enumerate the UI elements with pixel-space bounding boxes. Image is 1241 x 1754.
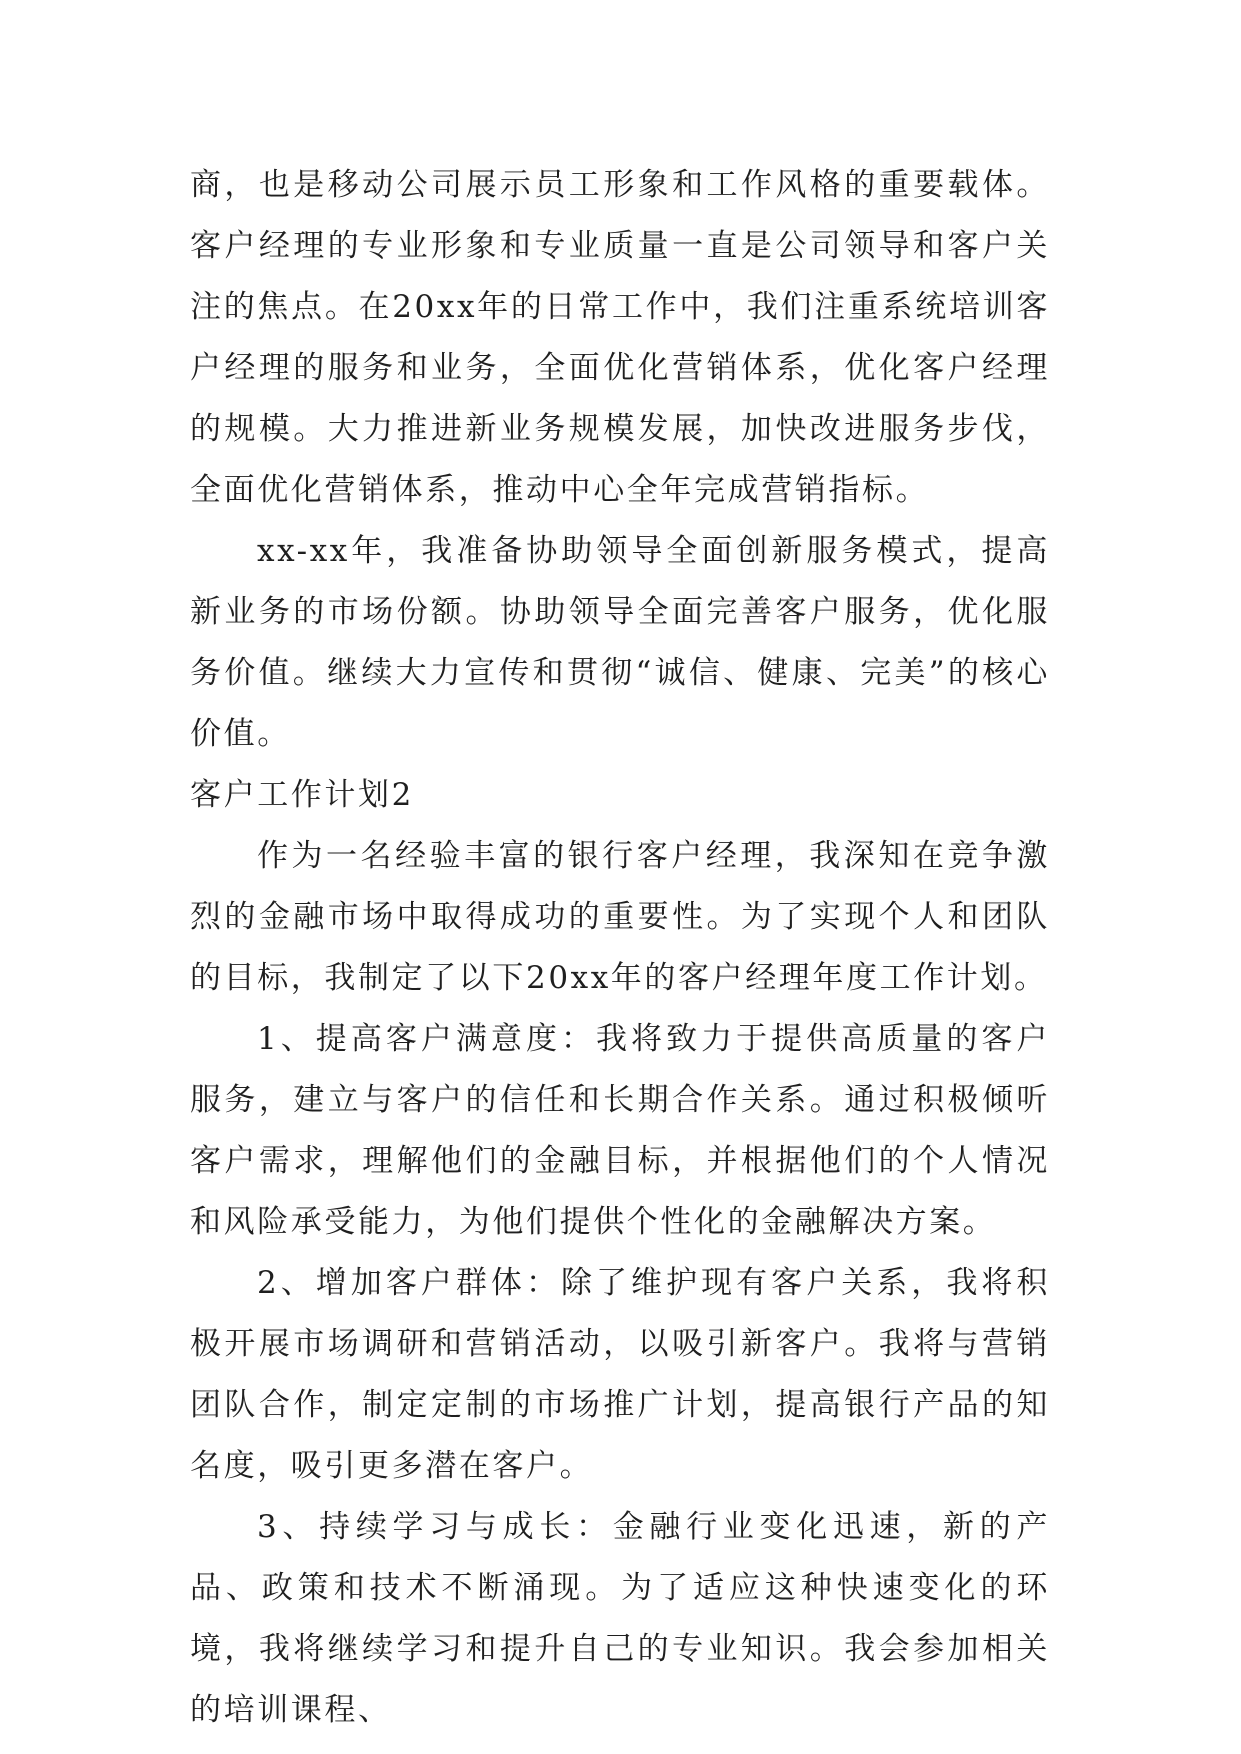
section-heading: 客户工作计划2 <box>190 777 414 813</box>
paragraph-4: 1、提高客户满意度：我将致力于提供高质量的客户服务，建立与客户的信任和长期合作关系。通过积极倾听客户需求，理解他们的金融目标，并根据他们的个人情况和风险承受能力，为他们提供个性化的金融解决方案。 <box>190 1021 1050 1240</box>
paragraph-3: 作为一名经验丰富的银行客户经理，我深知在竞争激烈的金融市场中取得成功的重要性。为了实现个人和团队的目标，我制定了以下20xx年的客户经理年度工作计划。 <box>190 838 1050 996</box>
paragraph-1: 商，也是移动公司展示员工形象和工作风格的重要载体。客户经理的专业形象和专业质量一直是公司领导和客户关注的焦点。在20xx年的日常工作中，我们注重系统培训客户经理的服务和业务，全面优化营销体系，优化客户经理的规模。大力推进新业务规模发展，加快改进服务步伐，全面优化营销体系，推动中心全年完成营销指标。 <box>190 167 1050 508</box>
paragraph-6: 3、持续学习与成长：金融行业变化迅速，新的产品、政策和技术不断涌现。为了适应这种快速变化的环境，我将继续学习和提升自己的专业知识。我会参加相关的培训课程、 <box>190 1509 1050 1728</box>
paragraph-5: 2、增加客户群体：除了维护现有客户关系，我将积极开展市场调研和营销活动，以吸引新客户。我将与营销团队合作，制定定制的市场推广计划，提高银行产品的知名度，吸引更多潜在客户。 <box>190 1265 1050 1484</box>
document-body <box>190 155 1050 1741</box>
paragraph-2: xx-xx年，我准备协助领导全面创新服务模式，提高新业务的市场份额。协助领导全面完善客户服务，优化服务价值。继续大力宣传和贯彻“诚信、健康、完美”的核心价值。 <box>190 533 1050 752</box>
